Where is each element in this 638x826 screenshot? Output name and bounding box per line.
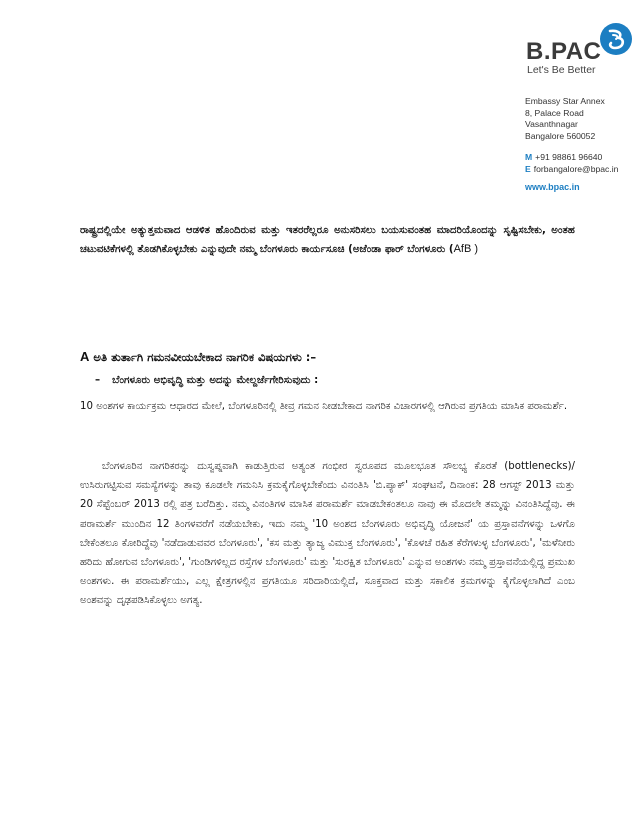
bullet-dash: – (95, 375, 101, 386)
email-label: E (525, 164, 531, 174)
address-line: Bangalore 560052 (525, 130, 596, 141)
section-heading (80, 349, 316, 365)
section-title: ಅತಿ ತುರ್ತಾಗಿ ಗಮನವೀಯಬೇಕಾದ ನಾಗರಿಕ ವಿಷಯಗಳು :– (89, 350, 317, 364)
address-block (525, 96, 605, 142)
intro-abbr: AfB (453, 243, 472, 256)
address-line: Vasanthnagar (525, 119, 578, 129)
phone-label: M (525, 152, 533, 162)
intro-text: ರಾಷ್ಟ್ರದಲ್ಲಿಯೇ ಅತ್ಯುತ್ತಮವಾದ ಆಡಳಿತ ಹೊಂದಿರುವ ಮತ್ತು ಇತರರೆಲ್ಲರೂ ಅನುಸರಿಸಲು ಬಯಸುವಂತಹ ಮಾದರಿಯೊಂದನ್ನು ಸೃಷ್ಟಿಸಬೇಕು, ಅಂತಹ ಚಟುವಟಿಕೆಗಳಲ್ಲಿ ತೊಡಗಿಕೊಳ್ಳಬೇಕು ಎನ್ನುವುದೇ ನಮ್ಮ ಬೆಂಗಳೂರು ಕಾರ್ಯಸೂಚಿ (ಅಜೆಂಡಾ ಫಾರ್ ಬೆಂಗಳೂರು ( (80, 225, 575, 256)
paragraph-1: 10 ಅಂಶಗಳ ಕಾರ್ಯಕ್ರಮ ಆಧಾರದ ಮೇಲೆ, ಬೆಂಗಳೂರಿನಲ್ಲಿ ತೀವ್ರ ಗಮನ ನೀಡಬೇಕಾದ ನಾಗರಿಕ ವಿಚಾರಗಳಲ್ಲಿ ಆಗಿರುವ ಪ್ರಗತಿಯ ಮಾಸಿಕ ಪರಾಮರ್ಶೆ. (80, 401, 568, 412)
intro-paragraph (80, 221, 575, 259)
address-line: Embassy Star Annex (525, 96, 605, 106)
letterhead-logo (518, 14, 628, 76)
contact-block (525, 151, 618, 175)
website-link[interactable]: www.bpac.in (525, 182, 580, 192)
paragraph-2: ಬೆಂಗಳೂರಿನ ನಾಗರಿಕರನ್ನು ದುಸ್ವಪ್ನವಾಗಿ ಕಾಡುತ್ತಿರುವ ಅತ್ಯಂತ ಗಂಭೀರ ಸ್ವರೂಪದ ಮೂಲಭೂತ ಸೌಲಭ್ಯ ಕೊರತೆ (bottlenecks)/ಉಸಿರುಗಟ್ಟಿಸುವ ಸಮಸ್ಯೆಗಳನ್ನು ತಾವು ಕೂಡಲೇ ಗಮನಿಸಿ ಕ್ರಮಕೈಗೊಳ್ಳಬೇಕೆಂದು ವಿನಂತಿಸಿ 'ಬಿ.ಪ್ಯಾಕ್' ಸಂಘಟನೆ, ದಿನಾಂಕ: 28 ಆಗಸ್ಟ್ 2013 ಮತ್ತು 20 ಸೆಪ್ಟೆಂಬರ್ 2013 ರಲ್ಲಿ ಪತ್ರ ಬರೆದಿತ್ತು. ನಮ್ಮ ವಿನಂತಿಗಳ ಮಾಸಿಕ ಪರಾಮರ್ಶೆ ಮಾಡಬೇಕಂತಲೂ ನಾವು ಈ ಮೊದಲೇ ತಮ್ಮನ್ನು ವಿನಂತಿಸಿದ್ದೆವು. ಈ ಪರಾಮರ್ಶೆ ಮುಂದಿನ 12 ತಿಂಗಳವರೆಗೆ ನಡೆಯಬೇಕು, ಇದು ನಮ್ಮ '10 ಅಂಶದ ಬೆಂಗಳೂರು ಅಭಿವೃದ್ಧಿ ಯೋಜನೆ' ಯ ಪ್ರಸ್ತಾವನೆಗಳನ್ನು ಒಳಗೊ ಬೇಕೆಂತಲೂ ಕೋರಿದ್ದೆವು 'ನಡೆದಾಡುವವರ ಬೆಂಗಳೂರು', 'ಕಸ ಮತ್ತು ತ್ಯಾಜ್ಯ ವಿಮುಕ್ತ ಬೆಂಗಳೂರು', 'ಕೊಳಚೆ ರಹಿತ ಕೆರೆಗಳುಳ್ಳ ಬೆಂಗಳೂರು', 'ಮಳೆನೀರು ಹರಿದು ಹೋಗುವ ಬೆಂಗಳೂರು', 'ಗುಂಡಿಗಳಿಲ್ಲದ ರಸ್ತೆಗಳ ಬೆಂಗಳೂರು' ಮತ್ತು 'ಸುರಕ್ಷಿತ ಬೆಂಗಳೂರು' ಎನ್ನುವ ಅಂಶಗಳು ನಮ್ಮ ಪ್ರಸ್ತಾವನೆಯಲ್ಲಿದ್ದ ಪ್ರಮುಖ ಅಂಶಗಳು. ಈ ಪರಾಮರ್ಶೆಯು, ಎಲ್ಲ ಕ್ಷೇತ್ರಗಳಲ್ಲಿನ ಪ್ರಗತಿಯೂ ಸರಿದಾರಿಯಲ್ಲಿದೆ, ಸೂಕ್ತವಾದ ಮತ್ತು ಸಕಾಲಿಕ ಕ್ರಮಗಳನ್ನು ಕೈಗೊಳ್ಳಲಾಗಿದೆ ಎಂಬ ಅಂಶವನ್ನು ದೃಢಪಡಿಸಿಕೊಳ್ಳಲು ಅಗತ್ಯ. (80, 461, 575, 607)
logo-text: B.PAC (526, 38, 602, 65)
intro-end: ) (471, 243, 479, 256)
phone-number: +91 98861 96640 (535, 152, 603, 162)
address-line: 8, Palace Road (525, 107, 584, 118)
email-link[interactable]: forbangalore@bpac.in (533, 164, 619, 174)
bpac-logo-mark-icon (599, 22, 633, 56)
logo-tagline: Let's Be Better (527, 64, 596, 76)
bullet-item (95, 375, 318, 387)
bullet-text: ಬೆಂಗಳೂರು ಅಭಿವೃದ್ಧಿ ಮತ್ತು ಅದನ್ನು ಮೇಲ್ದರ್ಜೆಗೇರಿಸುವುದು : (112, 375, 319, 386)
section-prefix: A (80, 349, 90, 364)
